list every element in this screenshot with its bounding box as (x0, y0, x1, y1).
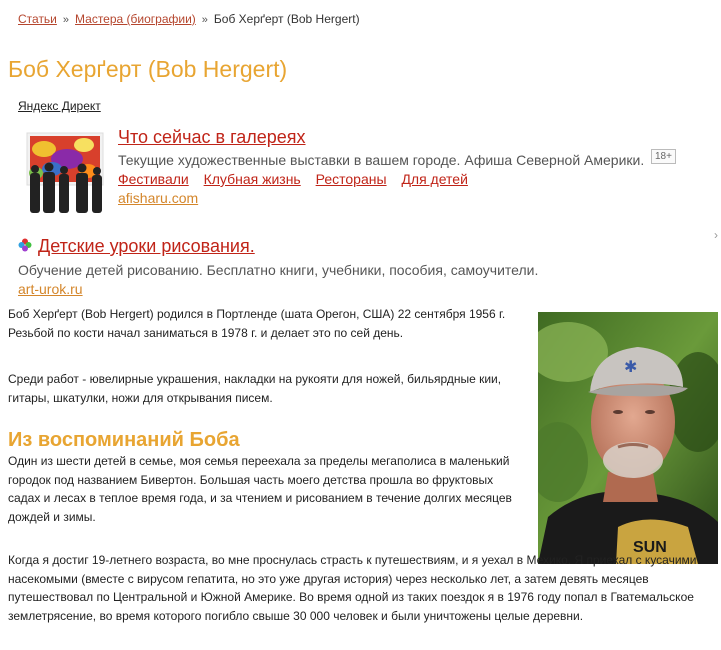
article-paragraph-works: Среди работ - ювелирные украшения, накладки на рукояти для ножей, бильярдные кии, гитары, шкатулки, ножи для открывания писем. (8, 372, 502, 405)
breadcrumb-separator: » (201, 14, 208, 26)
breadcrumb-current: Боб Херґерт (Bob Hergert) (213, 12, 360, 26)
breadcrumb-separator: » (62, 14, 70, 26)
gallery-ad-sitelinks (118, 171, 479, 187)
breadcrumb (18, 12, 360, 26)
page-title: Боб Херґерт (Bob Hergert) (8, 56, 288, 82)
section-heading-memories: Из воспоминаний Боба (8, 429, 240, 451)
breadcrumb-link-masters[interactable]: Мастера (биографии) (75, 12, 196, 26)
sitelink-restaurants[interactable]: Рестораны (315, 171, 387, 187)
sitelink-festivals[interactable]: Фестивали (118, 171, 189, 187)
sitelink-club-life[interactable]: Клубная жизнь (203, 171, 301, 187)
gallery-ad-image[interactable] (22, 131, 106, 215)
svg-text:✱: ✱ (624, 357, 638, 376)
article-paragraph-childhood: Один из шести детей в семье, моя семья переехала за пределы мегаполиса в маленький городок под названием Бивертон. Большая часть моего детства прошла во фруктовых садах и лесах в теплое время года, и за чтением и рисованием в течение долгих месяцев дождей и зимы. (8, 454, 512, 524)
gallery-ad-title[interactable]: Что сейчас в галереях (118, 127, 306, 147)
bob-hergert-portrait (538, 312, 718, 564)
article-paragraph-intro: Боб Херґерт (Bob Hergert) родился в Портленде (шата Орегон, США) 22 сентября 1956 г. Резьбой по кости начал заниматься в 1978 г. и делает это по сей день. (8, 307, 506, 340)
sitelink-for-kids[interactable]: Для детей (401, 171, 468, 187)
drawing-lessons-ad-domain[interactable]: art-urok.ru (18, 281, 83, 297)
gallery-ad-domain[interactable]: afisharu.com (118, 190, 199, 206)
ad-next-arrow-icon[interactable]: › (714, 228, 718, 242)
yandex-direct-link[interactable]: Яндекс Директ (18, 99, 101, 113)
gallery-ad-description: Текущие художественные выставки в вашем городе. Афиша Северной Америки. (118, 152, 645, 168)
svg-text:SUN: SUN (633, 539, 667, 556)
favicon-icon (18, 238, 32, 252)
drawing-lessons-ad-description: Обучение детей рисованию. Бесплатно книги, учебники, пособия, самоучители. (18, 262, 539, 278)
age-rating-badge: 18+ (651, 149, 676, 164)
article-paragraph-travels: Когда я достиг 19-летнего возраста, во мне проснулась страсть к путешествиям, и я уехал в Мехико. Я приехал с кусачими насекомыми (вместе с вирусом гепатита, но это уже другая история) через несколько лет, а затем девять месяцев путешествовал по Центральной и Южной Америке. Во время одной из таких поездок я в 1976 году попал в Гватемальское землетрясение, во время которого погибло свыше 30 000 человек и были уничтожены целые деревни. (8, 553, 697, 623)
breadcrumb-link-articles[interactable]: Статьи (18, 12, 57, 26)
drawing-lessons-ad-title[interactable]: Детские уроки рисования. (38, 236, 255, 256)
